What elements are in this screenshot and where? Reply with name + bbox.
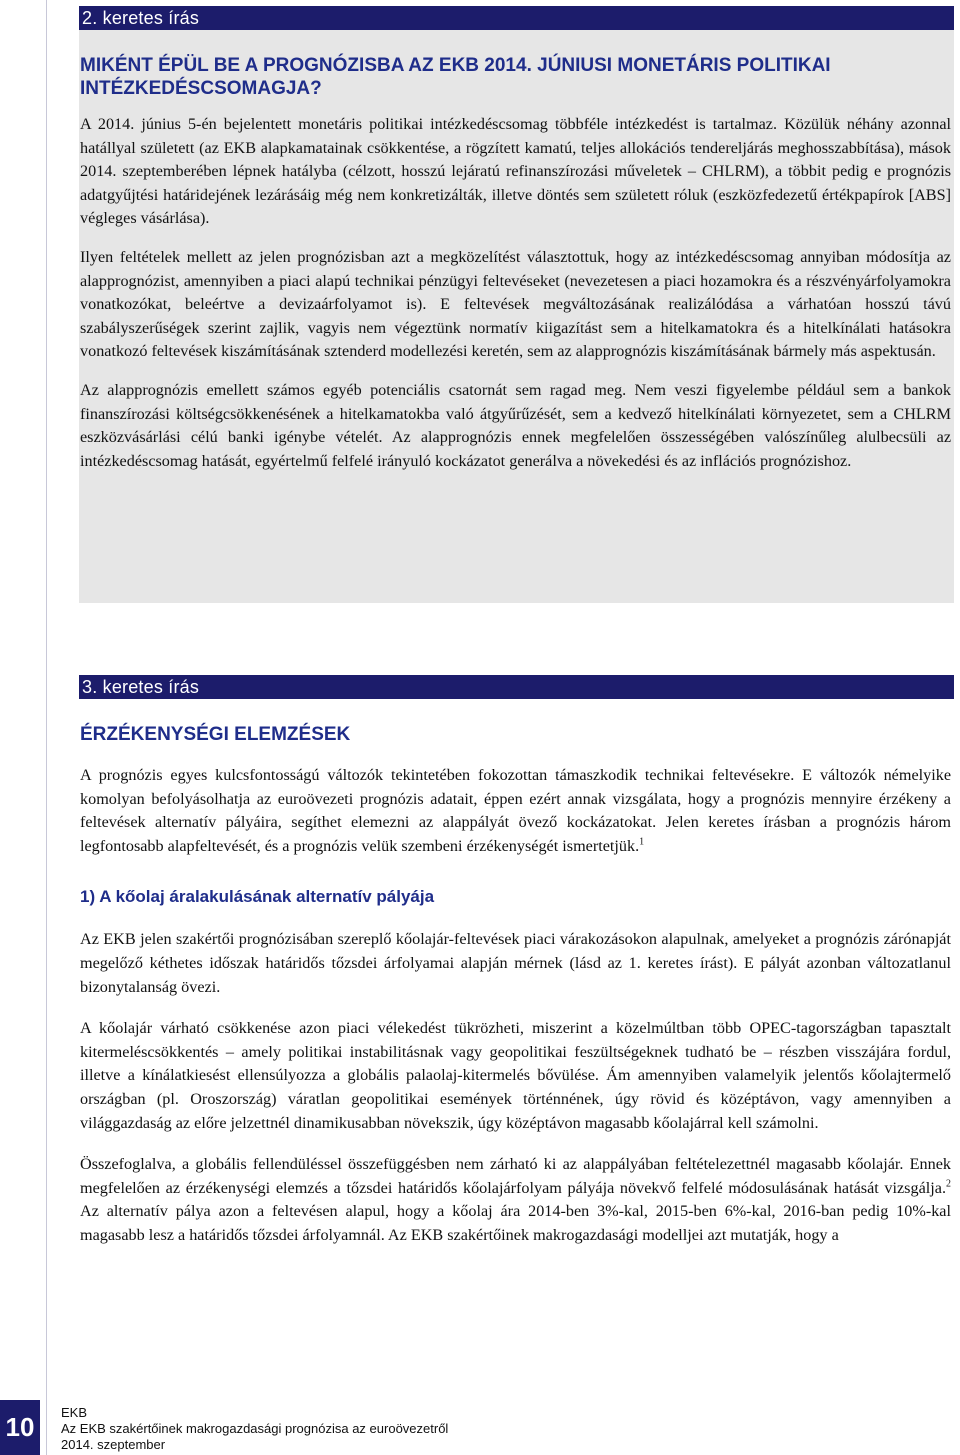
box-2-paragraph-3: Az alapprognózis emellett számos egyéb potenciális csatornát sem ragad meg. Nem veszi figyelembe például sem a bankok finanszírozási költségcsökkenésének a hitelkamatokba való átgyűrűzését, sem a kedvező hitelkínálati környezetet, sem a CHLRM eszközvásárlási célú banki igénybe vételét. Az alapprognózis ennek megfelelően összességében valószínűleg alulbecsüli az intézkedéscsomag hatását, egyértelmű felfelé irányuló kockázatot generálva a növekedési és az inflációs prognózishoz. <box>80 380 951 470</box>
box-2-paragraph-1: A 2014. június 5-én bejelentett monetáris politikai intézkedéscsomag többféle intézkedést is tartalmaz. Közülük néhány azonnal hatállyal született (az EKB alapkamatainak csökkentése, a rögzített kamatú, teljes allokációs tendereljárás meghosszabbítása), mások 2014. szeptemberében lépnek hatályba (célzott, hosszú lejáratú refinanszírozási műveletek – CHLRM), a többit pedig e prognózis adatgyűjtési határidejének lezárásáig még nem konkretizálták, illetve döntés sem született róluk (eszközfedezetű értékpapírok [ABS] végleges vásárlása). <box>80 115 951 228</box>
footnote-ref-2: 2 <box>946 1178 951 1190</box>
footnote-ref-1: 1 <box>639 836 645 848</box>
box-3-paragraph-3: A kőolajár várható csökkenése azon piaci vélekedést tükrözheti, miszerint a közelmúltban több OPEC-tagországban tapasztalt kitermeléscsökkentés – amely politikai instabilitásnak vagy geopolitikai feszültségeknek tudható be – részben visszájára fordul, illetve a kínálatkiesést ellensúlyozza a globális palaolaj-kitermelés bővülése. Ám amennyiben valamelyik jelentős kőolajtermelő országban (pl. Oroszország) váratlan geopolitikai események történnének, úgy rövid és középtávon, vagy amennyiben a világgazdaság az előre jelzettnél dinamikusabban növekszik, úgy középtávon magasabb kőolajárral kell számolni. <box>80 1019 951 1132</box>
box-2-paragraph-2: Ilyen feltételek mellett az jelen prognózisban azt a megközelítést választottuk, hogy az intézkedéscsomag annyiban módosítja az alapprognózist, amennyiben a piaci alapú technikai pénzügyi feltevéseket (nevezetesen a piaci hozamokra és a részvényárfolyamokra vonatkozókat, beleértve a devizaárfolyamot is). E feltevések megváltozásának realizálódása a várhatóan hosszú távú szabályszerűségek szerint zajlik, vagyis nem végeztünk normatív kiigazítást sem a hitelkamatokra és a hitelkínálati hatásokra vonatkozó feltevések kiszámításának sztenderd modellezési keretén, sem az alapprognózis kiszámításának bármely más aspektusán. <box>80 247 951 361</box>
footer-publisher: EKB <box>61 1405 88 1420</box>
page-footer <box>61 1405 448 1453</box>
box-2-title <box>80 54 951 100</box>
page-number: 10 <box>0 1400 40 1455</box>
box-2-title-line-1: MIKÉNT ÉPÜL BE A PROGNÓZISBA AZ EKB 2014. JÚNIUSI MONETÁRIS POLITIKAI <box>80 55 831 76</box>
box-3-paragraph-1-text: A prognózis egyes kulcsfontosságú változók tekintetében fokozottan támaszkodik technikai feltevésekre. E változók némelyike komolyan befolyásolhatja az euroövezeti prognózis adatait, éppen ezért annak vizsgálata, hogy a prognózis mennyire érzékeny a feltevések alternatív pályáira, segíthet elemezni az alappályát övező kockázatokat. Jelen keretes írásban a prognózis három legfontosabb alapfeltevését, és a prognózis velük szembeni érzékenységét ismertetjük. <box>80 766 951 855</box>
box-3-subheading: 1) A kőolaj áralakulásának alternatív pályája <box>80 887 435 907</box>
box-3-paragraph-4 <box>80 1153 951 1247</box>
left-margin-rule <box>46 0 47 1455</box>
box-3-title: ÉRZÉKENYSÉGI ELEMZÉSEK <box>80 724 351 745</box>
box-2-heading: 2. keretes írás <box>79 6 954 30</box>
box-2 <box>79 6 954 603</box>
box-3-paragraph-1 <box>80 764 951 858</box>
box-3-paragraph-2: Az EKB jelen szakértői prognózisában szereplő kőolajár-feltevések piaci várakozásokon alapulnak, amelyeket a prognózis zárónapját megelőző kéthetes időszak határidős tőzsdei árfolyamai alapján mérnek (lásd az 1. keretes írást). E pályát azonban változatlanul bizonytalanság övezi. <box>80 930 951 996</box>
footer-date: 2014. szeptember <box>61 1437 166 1452</box>
box-3-paragraph-4-text-a: Összefoglalva, a globális fellendüléssel összefüggésben nem zárható ki az alappályában feltételezettnél magasabb kőolajár. Ennek megfelelően az érzékenységi elemzés a tőzsdei határidős kőolajárfolyam pályája növekvő felfelé módosulásának hatását vizsgálja. <box>80 1155 951 1197</box>
box-3 <box>79 675 954 1248</box>
box-3-heading: 3. keretes írás <box>79 675 954 699</box>
footer-publication-title: Az EKB szakértőinek makrogazdasági prognózisa az euroövezetről <box>61 1421 449 1436</box>
box-3-paragraph-4-text-b: Az alternatív pálya azon a feltevésen alapul, hogy a kőolaj ára 2014-ben 3%-kal, 2015-ben 6%-kal, 2016-ban pedig 10%-kal magasabb lesz a határidős tőzsdei árfolyamnál. Az EKB szakértőinek makrogazdasági modelljei azt mutatják, hogy a <box>80 1202 951 1244</box>
box-2-title-line-2: INTÉZKEDÉSCSOMAGJA? <box>80 78 322 99</box>
